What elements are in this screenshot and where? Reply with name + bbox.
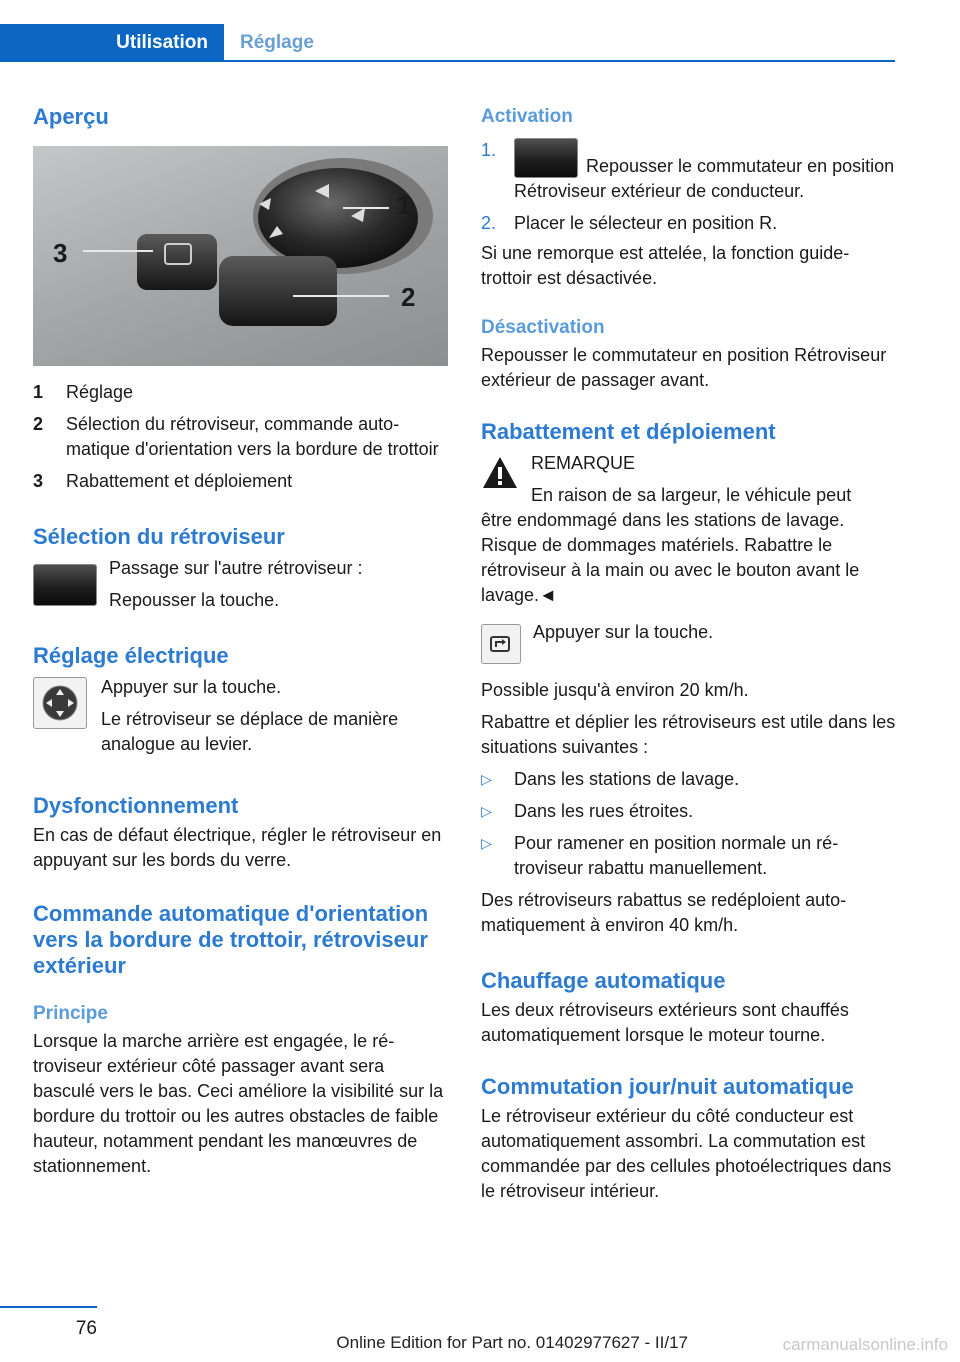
joystick-icon xyxy=(33,677,87,729)
watermark-text: carmanualsonline.info xyxy=(782,1335,948,1354)
step-number: 2. xyxy=(481,213,497,233)
activation-steps xyxy=(481,138,896,236)
curb-title: Commande automatique d'orientation vers la bordure de trottoir, rétroviseur extérieur xyxy=(33,901,429,978)
selection-line1: Passage sur l'autre rétroviseur : xyxy=(109,558,363,578)
tab-underline xyxy=(0,60,895,62)
legend-item xyxy=(33,380,448,405)
selection-title: Sélection du rétroviseur xyxy=(33,524,285,549)
electric-line2: Le rétroviseur se déplace de manière analogue au levier. xyxy=(101,709,399,754)
list-item xyxy=(481,799,896,824)
warning-text: être endommagé dans les stations de lavage. Risque de dommages matériels. Rabattre le rétroviseur à la main ou avec le bouton avant le lavage.◄ xyxy=(481,510,860,605)
heating-title: Chauffage automatique xyxy=(481,968,726,993)
step-number: 1. xyxy=(481,140,497,160)
legend-number: 2 xyxy=(33,414,44,434)
list-item-text: Dans les rues étroites. xyxy=(514,801,694,821)
electric-block xyxy=(33,675,448,757)
warning-block xyxy=(481,451,896,508)
tab-reglage[interactable]: Réglage xyxy=(240,32,314,53)
principle-text: Lorsque la marche arrière est engagée, le rétroviseur extérieur côté passager avant sera basculé vers le bas. Ceci améliore la visibilité sur la bordure du trottoir ou les autres obstacles de faible hauteur, notamment pendant les manœuvres de stationnement. xyxy=(33,1031,444,1176)
step-body xyxy=(514,138,896,204)
activation-step xyxy=(481,138,896,204)
deactivation-text: Repousser le commutateur en position Rétroviseur extérieur de passager avant. xyxy=(481,345,887,390)
bullet-icon: ▷ xyxy=(481,803,492,819)
mirror-switch-icon xyxy=(514,138,578,178)
legend-text: Sélection du rétroviseur, commande automatique d'orientation vers la bordure de trottoir xyxy=(66,414,439,459)
left-column xyxy=(33,98,448,1179)
fold-after-text: Des rétroviseurs rabattus se redéploient automatiquement à environ 40 km/h. xyxy=(481,890,847,935)
malfunction-text: En cas de défaut électrique, régler le rétroviseur en appuyant sur les bords du verre. xyxy=(33,825,442,870)
step-text: Placer le sélecteur en position R. xyxy=(514,213,778,233)
mirror-control-photo xyxy=(33,146,448,366)
fold-press-text: Appuyer sur la touche. xyxy=(533,622,714,642)
legend-text: Rabattement et déploiement xyxy=(66,471,293,491)
list-item-text: Pour ramener en position normale un rétroviseur rabattu manuellement. xyxy=(514,833,839,878)
step-text: Repousser le commutateur en position Rétroviseur extérieur de conducteur. xyxy=(514,156,895,201)
right-column xyxy=(481,98,896,1204)
list-item xyxy=(481,831,896,881)
legend-item xyxy=(33,469,448,494)
heating-text: Les deux rétroviseurs extérieurs sont chauffés automatiquement lorsque le moteur tourne. xyxy=(481,1000,849,1045)
principle-title: Principe xyxy=(33,1003,108,1024)
bullet-icon: ▷ xyxy=(481,771,492,787)
photo-legend xyxy=(33,380,448,494)
activation-step xyxy=(481,211,896,236)
legend-number: 3 xyxy=(33,471,44,491)
mirror-select-button-icon xyxy=(33,564,97,606)
fold-intro-text: Rabattre et déplier les rétroviseurs est utile dans les situations suivantes : xyxy=(481,712,896,757)
overview-title: Aperçu xyxy=(33,104,109,129)
daynight-title: Commutation jour/nuit automatique xyxy=(481,1074,854,1099)
list-item xyxy=(481,767,896,792)
page-number: 76 xyxy=(75,1318,97,1339)
fold-situations-list xyxy=(481,767,896,881)
deactivation-title: Désactivation xyxy=(481,317,605,338)
folding-title: Rabattement et déploiement xyxy=(481,419,776,444)
legend-item xyxy=(33,412,448,462)
edition-text: Online Edition for Part no. 01402977627 - II/17 xyxy=(336,1333,688,1352)
daynight-text: Le rétroviseur extérieur du côté conducteur est automatiquement assombri. La commutation est commandée par des cellules photoélectriques dans le rétroviseur intérieur. xyxy=(481,1106,892,1201)
mirror-control-illustration xyxy=(33,146,448,366)
activation-note: Si une remorque est attelée, la fonction guide-trottoir est désactivée. xyxy=(481,243,850,288)
bullet-icon: ▷ xyxy=(481,835,492,851)
activation-title: Activation xyxy=(481,106,573,127)
chapter-tab-bar xyxy=(0,24,895,62)
fold-button-block xyxy=(481,620,896,664)
legend-text: Réglage xyxy=(66,382,134,402)
photo-label-2: 2 xyxy=(401,282,416,312)
fold-speed-text: Possible jusqu'à environ 20 km/h. xyxy=(481,680,749,700)
electric-title: Réglage électrique xyxy=(33,643,229,668)
malfunction-title: Dysfonctionnement xyxy=(33,793,239,818)
tab-utilisation[interactable]: Utilisation xyxy=(0,24,224,62)
warning-first-line: En raison de sa largeur, le véhicule peut xyxy=(531,485,852,505)
legend-number: 1 xyxy=(33,382,44,402)
footer-rule xyxy=(0,1306,97,1308)
photo-label-1: 1 xyxy=(397,190,412,220)
photo-label-3: 3 xyxy=(53,238,68,268)
selection-line2: Repousser la touche. xyxy=(109,590,280,610)
warning-label: REMARQUE xyxy=(531,453,636,473)
selection-block xyxy=(33,556,448,613)
fold-mirror-icon xyxy=(481,624,521,664)
electric-line1: Appuyer sur la touche. xyxy=(101,677,282,697)
warning-triangle-icon xyxy=(481,455,519,491)
list-item-text: Dans les stations de lavage. xyxy=(514,769,740,789)
